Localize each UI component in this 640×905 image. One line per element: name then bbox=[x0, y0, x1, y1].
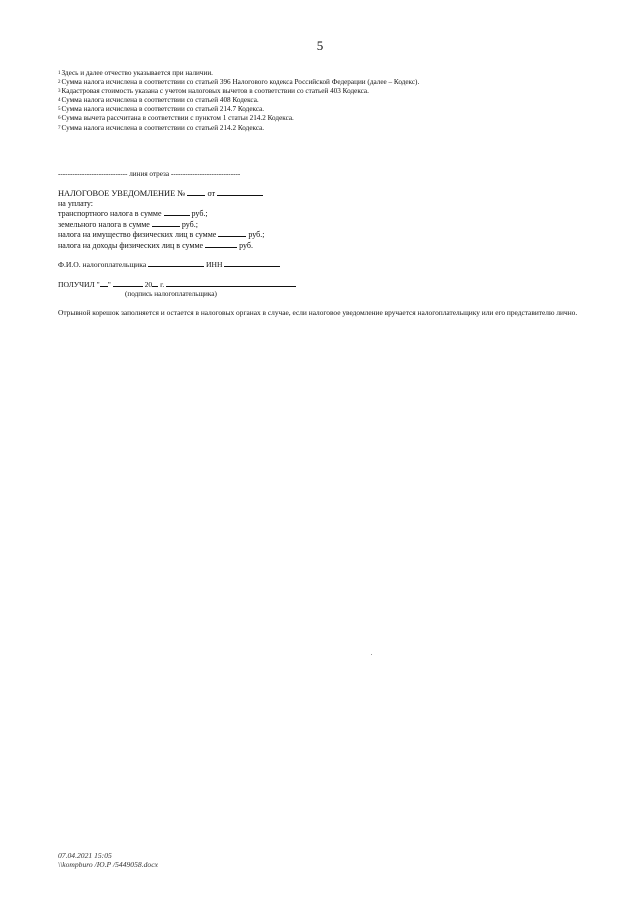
payment-label: на уплату: bbox=[58, 198, 93, 208]
footnote: $^4$Сумма налога исчислена в соответствии со статьей 408 Кодекса. bbox=[58, 96, 259, 105]
footnote: $^2$Сумма налога исчислена в соответствии со статьей 396 Налогового кодекса Российской Федерации (далее – Кодекс). bbox=[58, 78, 420, 87]
received-line: ПОЛУЧИЛ " " 20 г. bbox=[58, 279, 296, 289]
land-tax-line: земельного налога в сумме руб.; bbox=[58, 219, 198, 229]
footnote: $^7$Сумма налога исчислена в соответствии со статьей 214.2 Кодекса. bbox=[58, 123, 265, 132]
document-footer bbox=[58, 851, 158, 870]
page-number: 5 bbox=[316, 38, 324, 53]
signature-blank bbox=[166, 279, 296, 287]
notice-date-blank bbox=[217, 188, 263, 196]
footnote: $^5$Сумма налога исчислена в соответствии со статьей 214.7 Кодекса. bbox=[58, 105, 265, 114]
footer-path: \\kompburo /Ю.Р /5449058.docx bbox=[58, 860, 158, 870]
footnote: $^3$Кадастровая стоимость указана с учетом налоговых вычетов в соответствии со статьей 403 Кодекса. bbox=[58, 87, 369, 96]
property-tax-line: налога на имущество физических лиц в сумме руб.; bbox=[58, 230, 265, 240]
stub-note: Отрывной корешок заполняется и остается в налоговых органах в случае, если налоговое уведомление вручается налогоплательщику или его представителю лично. bbox=[58, 308, 578, 317]
footer-date: 07.04.2021 15:05 bbox=[58, 851, 112, 860]
notice-title: НАЛОГОВОЕ УВЕДОМЛЕНИЕ № от bbox=[58, 188, 264, 199]
tax-notice-stub bbox=[58, 188, 264, 251]
taxpayer-name-line: Ф.И.О. налогоплательщика ИНН bbox=[58, 259, 280, 269]
transport-tax-line: транспортного налога в сумме руб.; bbox=[58, 209, 208, 219]
income-tax-line: налога на доходы физических лиц в сумме руб. bbox=[58, 240, 253, 250]
scan-speck bbox=[371, 654, 372, 655]
footnote: $^1$Здесь и далее отчество указывается при наличии. bbox=[58, 69, 213, 77]
footnote: $^6$Сумма вычета рассчитана в соответствии с пунктом 1 статьи 214.2 Кодекса. bbox=[58, 114, 294, 123]
cut-line: ----------------------------- линия отреза ----------------------------- bbox=[58, 170, 241, 178]
notice-number-blank bbox=[187, 188, 205, 196]
footnotes bbox=[58, 69, 419, 133]
signature-caption: (подпись налогоплательщика) bbox=[125, 290, 217, 298]
